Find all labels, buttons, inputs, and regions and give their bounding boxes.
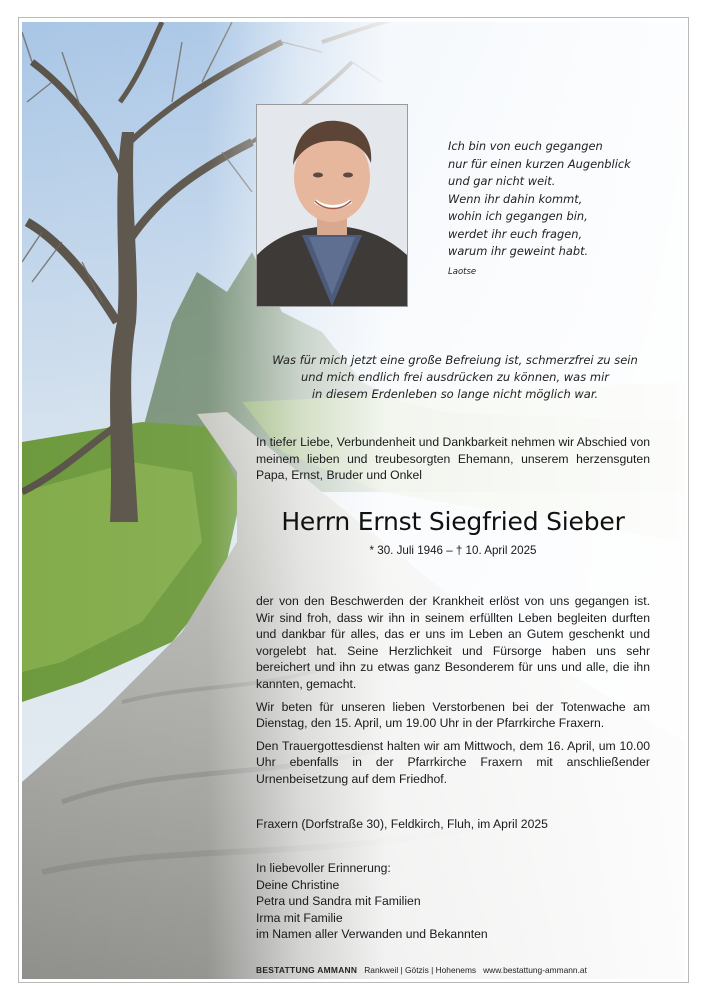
portrait-image (257, 105, 407, 306)
quote-line: Was für mich jetzt eine große Befreiung ist, schmerzfrei zu sein (272, 353, 638, 367)
deceased-name: Herrn Ernst Siegfried Sieber (281, 507, 625, 536)
intro-text: In tiefer Liebe, Verbundenheit und Dankbarkeit nehmen wir Abschied von meinem lieben und treubesorgten Ehemann, unserem herzensguten Papa, Ernst, Bruder und Onkel (256, 435, 650, 483)
signature-block (256, 860, 650, 943)
quote-line: in diesem Erdenleben so lange nicht möglich war. (311, 387, 599, 401)
footer-brand (256, 965, 357, 975)
body-paragraph: Den Trauergottesdienst halten wir am Mittwoch, dem 16. April, um 10.00 Uhr ebenfalls in der Pfarrkirche Fraxern mit anschließender Urnenbeisetzung auf dem Friedhof. (256, 738, 650, 786)
poem (448, 138, 685, 281)
footer-website[interactable]: www.bestattung-ammann.at (483, 965, 587, 975)
signature-name: Irma mit Familie (256, 910, 343, 925)
announcement-body (256, 593, 650, 794)
footer-brand-name: AMMANN (317, 965, 358, 975)
signature-name: im Namen aller Verwanden und Bekannten (256, 927, 488, 942)
life-dates: * 30. Juli 1946 – † 10. April 2025 (369, 544, 537, 557)
footer-brand-prefix: BESTATTUNG (256, 965, 318, 975)
quote-line: und mich endlich frei ausdrücken zu können, was mir (300, 370, 610, 384)
funeral-home-footer (256, 965, 652, 975)
body-paragraph: der von den Beschwerden der Krankheit erlöst von uns gegangen ist. Wir sind froh, dass wir ihn in seinem erfüllten Leben begleiten durften und dankbar für alles, das er uns im Leben an Gutem geschenkt und vorgelebt hat. Seine Herzlichkeit und Fürsorge haben uns sehr bereichert und ihn zu etwas ganz Besonderem für uns und alle, die ihn kannten, gemacht. (256, 594, 650, 691)
poem-author: Laotse (448, 266, 477, 277)
poem-line: und gar nicht weit. (448, 174, 556, 188)
poem-line: warum ihr geweint habt. (448, 244, 589, 258)
poem-line: Wenn ihr dahin kommt, (448, 191, 583, 206)
place-and-date: Fraxern (Dorfstraße 30), Feldkirch, Fluh, im April 2025 (256, 817, 548, 831)
footer-locations: Rankweil | Götzis | Hohenems (364, 965, 477, 975)
portrait-photo (256, 104, 408, 307)
signature-heading: In liebevoller Erinnerung: (256, 861, 391, 875)
poem-line: werdet ihr euch fragen, (448, 226, 583, 241)
quote (258, 352, 652, 403)
obituary-card (22, 22, 685, 979)
body-paragraph: Wir beten für unseren lieben Verstorbenen bei der Totenwache am Dienstag, den 15. April, um 19.00 Uhr in der Pfarrkirche Fraxern. (256, 699, 650, 731)
signature-name: Petra und Sandra mit Familien (256, 894, 421, 909)
poem-line: wohin ich gegangen bin, (448, 209, 588, 223)
poem-line: Ich bin von euch gegangen (448, 139, 603, 153)
signature-name: Deine Christine (256, 877, 340, 892)
poem-line: nur für einen kurzen Augenblick (448, 156, 631, 171)
